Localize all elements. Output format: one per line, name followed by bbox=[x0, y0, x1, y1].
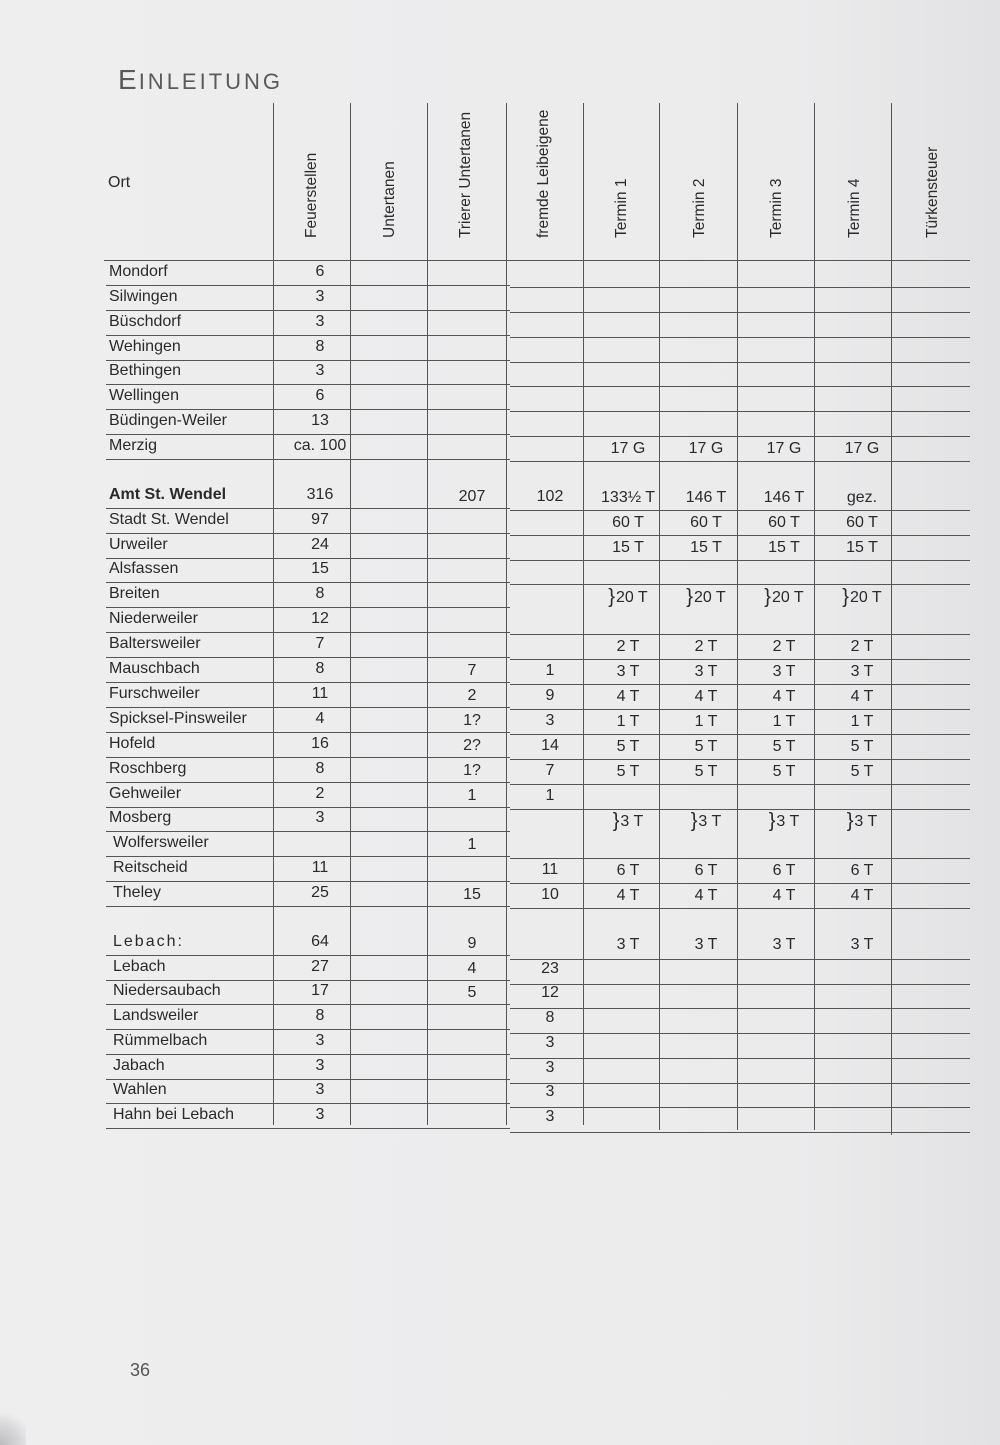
row-fremde: 1 bbox=[545, 787, 555, 804]
row-termin4: 15 T bbox=[846, 539, 878, 556]
row-termin2: }20 T bbox=[686, 586, 726, 608]
row-ort: Niedersaubach bbox=[113, 982, 221, 999]
row-ort: Reitscheid bbox=[113, 859, 188, 876]
row-ort: Niederweiler bbox=[109, 610, 198, 627]
page-spine-shadow bbox=[0, 1405, 26, 1445]
row-termin3: }3 T bbox=[768, 810, 800, 832]
row-termin1: 60 T bbox=[612, 514, 644, 531]
row-ort: Theley bbox=[113, 884, 162, 901]
row-termin2: 2 T bbox=[694, 638, 718, 655]
row-ort: Hahn bei Lebach bbox=[113, 1106, 234, 1123]
row-ort: Jabach bbox=[113, 1057, 165, 1074]
row-feuerstellen: 24 bbox=[311, 536, 329, 553]
row-termin1: 6 T bbox=[616, 862, 640, 879]
row-rule bbox=[510, 908, 970, 909]
row-termin4: 1 T bbox=[850, 713, 874, 730]
row-fremde: 9 bbox=[545, 687, 555, 704]
row-ort: Stadt St. Wendel bbox=[109, 511, 229, 528]
row-rule bbox=[510, 535, 970, 536]
row-ort: Mosberg bbox=[109, 809, 172, 826]
row-feuerstellen: 64 bbox=[311, 933, 329, 950]
row-termin4: }3 T bbox=[846, 810, 878, 832]
row-ort: Merzig bbox=[109, 437, 158, 454]
row-ort: Lebach: bbox=[113, 933, 184, 950]
row-feuerstellen: 3 bbox=[315, 809, 325, 826]
row-termin1: 5 T bbox=[616, 738, 640, 755]
row-rule bbox=[510, 362, 970, 363]
row-fremde: 3 bbox=[545, 1083, 555, 1100]
row-termin2: 1 T bbox=[694, 713, 718, 730]
row-ort: Gehweiler bbox=[109, 785, 182, 802]
column-header-feuerstellen-text: Feuerstellen bbox=[303, 152, 320, 238]
row-feuerstellen: 3 bbox=[315, 313, 325, 330]
row-trierer: 2? bbox=[463, 737, 481, 754]
row-trierer: 7 bbox=[467, 662, 477, 679]
row-termin2: 4 T bbox=[694, 688, 718, 705]
row-rule bbox=[510, 1132, 970, 1133]
row-ort: Amt St. Wendel bbox=[109, 486, 227, 503]
row-ort: Bethingen bbox=[109, 362, 182, 379]
row-termin3: 3 T bbox=[772, 663, 796, 680]
row-ort: Wahlen bbox=[113, 1081, 167, 1098]
page-number: 36 bbox=[130, 1360, 151, 1380]
brace-mark: } bbox=[842, 586, 849, 608]
row-termin4: 3 T bbox=[850, 663, 874, 680]
header-rest: INLEITUNG bbox=[138, 69, 284, 94]
column-rule bbox=[659, 103, 660, 1130]
row-termin3: 60 T bbox=[768, 514, 800, 531]
row-termin3: 4 T bbox=[772, 688, 796, 705]
column-rule bbox=[814, 103, 815, 1130]
row-feuerstellen: 3 bbox=[315, 362, 325, 379]
page-header bbox=[118, 64, 283, 96]
column-header-termin2-text: Termin 2 bbox=[691, 178, 708, 238]
row-feuerstellen: 8 bbox=[315, 1007, 325, 1024]
row-trierer: 4 bbox=[467, 960, 477, 977]
row-rule bbox=[510, 634, 970, 635]
row-rule bbox=[510, 386, 970, 387]
row-termin3: 5 T bbox=[772, 738, 796, 755]
row-fremde: 3 bbox=[545, 712, 555, 729]
brace-mark: } bbox=[686, 586, 693, 608]
row-feuerstellen: 11 bbox=[311, 859, 329, 876]
row-trierer: 207 bbox=[458, 488, 486, 505]
brace-mark: } bbox=[764, 586, 771, 608]
row-termin2: 60 T bbox=[690, 514, 722, 531]
row-fremde: 3 bbox=[545, 1108, 555, 1125]
row-ort: Roschberg bbox=[109, 760, 187, 777]
column-header-trierer-text: Trierer Untertanen bbox=[457, 111, 474, 238]
row-trierer: 9 bbox=[467, 935, 477, 952]
row-termin4: 5 T bbox=[850, 738, 874, 755]
row-feuerstellen: 6 bbox=[315, 387, 325, 404]
row-feuerstellen: 8 bbox=[315, 660, 325, 677]
brace-mark: } bbox=[612, 810, 620, 832]
row-rule bbox=[510, 560, 970, 561]
row-feuerstellen: 7 bbox=[315, 635, 325, 652]
row-termin2: 17 G bbox=[688, 440, 724, 457]
row-trierer: 5 bbox=[467, 984, 477, 1001]
column-header-untertanen bbox=[360, 120, 420, 256]
column-header-termin2 bbox=[670, 120, 730, 256]
row-termin3: 4 T bbox=[772, 887, 796, 904]
row-feuerstellen: 6 bbox=[315, 263, 325, 280]
row-termin3: 5 T bbox=[772, 763, 796, 780]
row-rule bbox=[510, 337, 970, 338]
row-rule bbox=[510, 287, 970, 288]
column-header-termin3-text: Termin 3 bbox=[768, 178, 785, 238]
row-feuerstellen: 11 bbox=[311, 685, 329, 702]
row-termin4: 5 T bbox=[850, 763, 874, 780]
row-termin1: 4 T bbox=[616, 887, 640, 904]
column-header-termin1-text: Termin 1 bbox=[613, 178, 630, 238]
row-feuerstellen: 12 bbox=[311, 610, 329, 627]
row-rule bbox=[510, 436, 970, 437]
row-feuerstellen: 27 bbox=[311, 958, 329, 975]
row-termin4: 3 T bbox=[850, 936, 874, 953]
row-termin1: 3 T bbox=[616, 663, 640, 680]
row-ort: Lebach bbox=[113, 958, 166, 975]
row-termin3: 2 T bbox=[772, 638, 796, 655]
row-feuerstellen: 8 bbox=[315, 585, 325, 602]
brace-mark: } bbox=[690, 810, 698, 832]
row-feuerstellen: 3 bbox=[315, 1032, 325, 1049]
row-feuerstellen: 15 bbox=[311, 560, 329, 577]
row-termin4: 2 T bbox=[850, 638, 874, 655]
row-feuerstellen: 2 bbox=[315, 785, 325, 802]
row-termin1: }3 T bbox=[612, 810, 644, 832]
row-rule bbox=[106, 1128, 510, 1129]
row-rule bbox=[510, 584, 970, 585]
row-ort: Mondorf bbox=[109, 263, 168, 280]
row-ort: Büschdorf bbox=[109, 313, 182, 330]
row-termin4: 6 T bbox=[850, 862, 874, 879]
row-ort: Alsfassen bbox=[109, 560, 179, 577]
row-termin1: 3 T bbox=[616, 936, 640, 953]
row-ort: Rümmelbach bbox=[113, 1032, 208, 1049]
row-rule bbox=[104, 260, 970, 261]
row-termin1: 17 G bbox=[610, 440, 646, 457]
row-fremde: 10 bbox=[541, 886, 559, 903]
row-termin3: 146 T bbox=[763, 489, 805, 506]
row-termin4: }20 T bbox=[842, 586, 882, 608]
column-header-fremde bbox=[514, 109, 574, 256]
column-rule bbox=[891, 103, 892, 1135]
row-termin4: 17 G bbox=[844, 440, 880, 457]
row-termin1: 1 T bbox=[616, 713, 640, 730]
row-fremde: 23 bbox=[541, 960, 559, 977]
column-header-fremde-text: fremde Leibeigene bbox=[535, 109, 552, 238]
row-termin2: 5 T bbox=[694, 738, 718, 755]
row-fremde: 14 bbox=[541, 737, 559, 754]
column-header-termin4 bbox=[825, 120, 885, 256]
row-termin3: 1 T bbox=[772, 713, 796, 730]
brace-mark: } bbox=[768, 810, 776, 832]
row-rule bbox=[510, 411, 970, 412]
row-ort: Wolfersweiler bbox=[113, 834, 209, 851]
row-fremde: 12 bbox=[541, 984, 559, 1001]
row-termin3: }20 T bbox=[764, 586, 804, 608]
row-termin2: }3 T bbox=[690, 810, 722, 832]
row-ort: Baltersweiler bbox=[109, 635, 201, 652]
row-ort: Spicksel-Pinsweiler bbox=[109, 710, 247, 727]
row-feuerstellen: ca. 100 bbox=[293, 437, 347, 454]
row-termin4: 60 T bbox=[846, 514, 878, 531]
row-termin2: 4 T bbox=[694, 887, 718, 904]
row-feuerstellen: 3 bbox=[315, 288, 325, 305]
row-ort: Hofeld bbox=[109, 735, 156, 752]
row-feuerstellen: 8 bbox=[315, 760, 325, 777]
row-feuerstellen: 13 bbox=[311, 412, 329, 429]
row-termin1: 133½ T bbox=[601, 489, 655, 506]
column-header-feuerstellen bbox=[282, 120, 342, 256]
row-feuerstellen: 316 bbox=[306, 486, 334, 503]
brace-mark: } bbox=[608, 586, 615, 608]
row-termin3: 3 T bbox=[772, 936, 796, 953]
row-ort: Büdingen-Weiler bbox=[109, 412, 227, 429]
row-termin2: 3 T bbox=[694, 936, 718, 953]
row-feuerstellen: 3 bbox=[315, 1057, 325, 1074]
row-rule bbox=[106, 906, 510, 907]
column-header-tuerkensteuer-text: Türkensteuer bbox=[924, 146, 941, 238]
row-termin3: 17 G bbox=[766, 440, 802, 457]
row-feuerstellen: 4 bbox=[315, 710, 325, 727]
row-ort: Mauschbach bbox=[109, 660, 200, 677]
column-header-ort: Ort bbox=[108, 174, 131, 191]
row-termin4: 4 T bbox=[850, 688, 874, 705]
row-trierer: 1 bbox=[467, 836, 477, 853]
row-fremde: 8 bbox=[545, 1009, 555, 1026]
header-first-letter: E bbox=[118, 64, 139, 95]
column-header-untertanen-text: Untertanen bbox=[381, 161, 398, 238]
row-termin4: 4 T bbox=[850, 887, 874, 904]
row-fremde: 11 bbox=[541, 861, 559, 878]
row-trierer: 2 bbox=[467, 687, 477, 704]
row-ort: Wehingen bbox=[109, 338, 181, 355]
row-termin1: 5 T bbox=[616, 763, 640, 780]
row-feuerstellen: 3 bbox=[315, 1081, 325, 1098]
row-termin2: 6 T bbox=[694, 862, 718, 879]
row-ort: Furschweiler bbox=[109, 685, 200, 702]
row-trierer: 15 bbox=[463, 886, 481, 903]
column-rule bbox=[737, 103, 738, 1130]
row-termin2: 5 T bbox=[694, 763, 718, 780]
column-rule bbox=[427, 103, 428, 1125]
column-header-tuerkensteuer bbox=[903, 120, 963, 256]
row-termin3: 6 T bbox=[772, 862, 796, 879]
row-feuerstellen: 17 bbox=[311, 982, 329, 999]
row-rule bbox=[510, 312, 970, 313]
row-termin2: 3 T bbox=[694, 663, 718, 680]
row-fremde: 102 bbox=[536, 488, 564, 505]
row-feuerstellen: 97 bbox=[311, 511, 329, 528]
column-rule bbox=[273, 103, 274, 1125]
row-termin1: 4 T bbox=[616, 688, 640, 705]
row-trierer: 1? bbox=[463, 712, 481, 729]
row-fremde: 7 bbox=[545, 762, 555, 779]
row-termin1: 2 T bbox=[616, 638, 640, 655]
row-termin2: 146 T bbox=[685, 489, 727, 506]
column-header-termin1 bbox=[592, 120, 652, 256]
row-trierer: 1 bbox=[467, 787, 477, 804]
brace-mark: } bbox=[846, 810, 854, 832]
row-ort: Silwingen bbox=[109, 288, 178, 305]
row-termin1: 15 T bbox=[612, 539, 644, 556]
row-feuerstellen: 8 bbox=[315, 338, 325, 355]
row-feuerstellen: 25 bbox=[311, 884, 329, 901]
column-header-trierer bbox=[436, 111, 496, 256]
column-header-termin4-text: Termin 4 bbox=[846, 178, 863, 238]
row-rule bbox=[510, 461, 970, 462]
row-rule bbox=[510, 510, 970, 511]
row-ort: Urweiler bbox=[109, 536, 168, 553]
row-ort: Landsweiler bbox=[113, 1007, 199, 1024]
row-fremde: 1 bbox=[545, 662, 555, 679]
row-termin1: }20 T bbox=[608, 586, 648, 608]
row-ort: Breiten bbox=[109, 585, 160, 602]
row-rule bbox=[106, 459, 510, 460]
row-trierer: 1? bbox=[463, 762, 481, 779]
row-fremde: 3 bbox=[545, 1034, 555, 1051]
row-fremde: 3 bbox=[545, 1059, 555, 1076]
row-termin4: gez. bbox=[846, 489, 878, 506]
row-ort: Wellingen bbox=[109, 387, 179, 404]
row-feuerstellen: 3 bbox=[315, 1106, 325, 1123]
row-termin2: 15 T bbox=[690, 539, 722, 556]
row-termin3: 15 T bbox=[768, 539, 800, 556]
column-header-termin3 bbox=[747, 120, 807, 256]
row-feuerstellen: 16 bbox=[311, 735, 329, 752]
